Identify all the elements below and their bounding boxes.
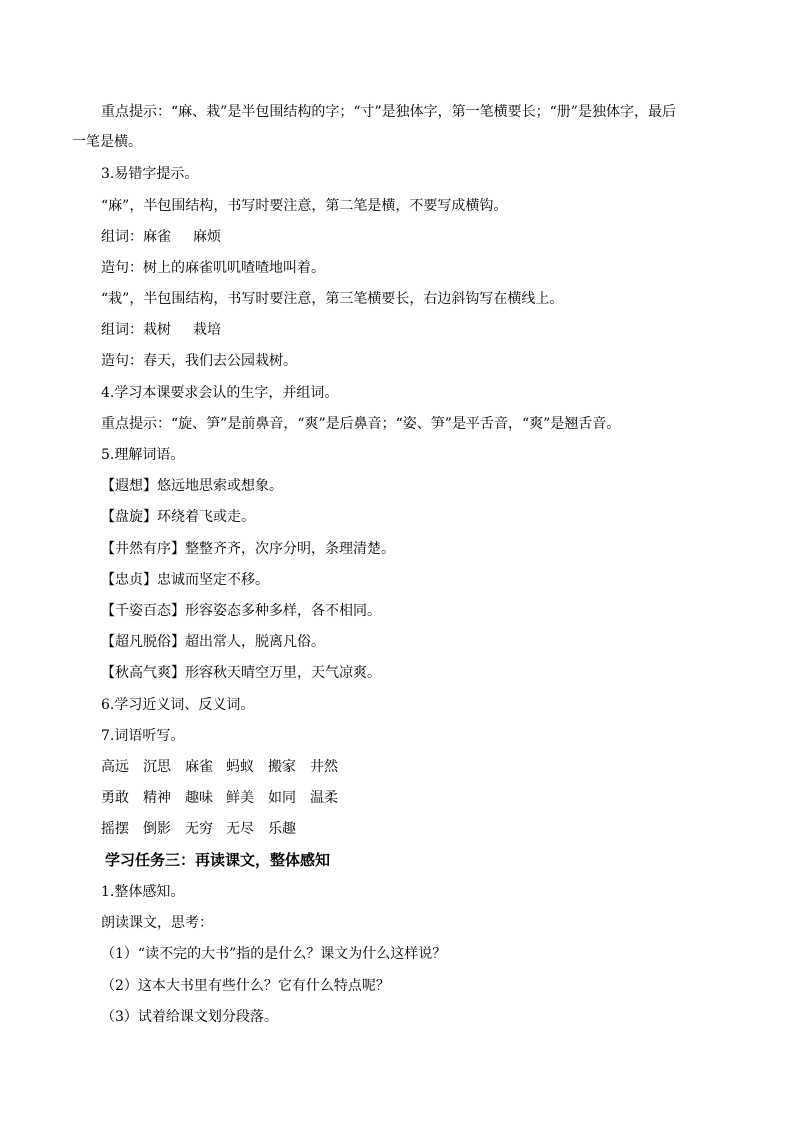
vocab-item [101, 540, 395, 558]
vocab-item [101, 602, 381, 620]
question-3: （3）试着给课文划分段落。 [101, 1009, 278, 1025]
hint-writing-line-2: 一笔是横。 [72, 134, 142, 150]
zai-sentence: 造句：春天，我们去公园栽树。 [101, 353, 297, 369]
vocab-term: 【千姿百态】 [101, 603, 185, 619]
section-3-heading: 3.易错字提示。 [101, 166, 199, 182]
question-1: （1）“读不完的大书”指的是什么？课文为什么这样说？ [101, 946, 447, 962]
dictation-word: 搬家 [268, 759, 296, 775]
section-7-heading: 7.词语听写。 [101, 728, 185, 744]
vocab-term: 【盘旋】 [101, 509, 157, 525]
dictation-row [101, 820, 401, 838]
vocab-definition: 环绕着飞或走。 [157, 509, 255, 525]
task-3-heading: 学习任务三：再读课文，整体感知 [105, 851, 331, 869]
vocab-term: 【井然有序】 [101, 541, 185, 557]
vocab-item [101, 633, 325, 651]
dictation-word: 蚂蚁 [226, 759, 254, 775]
hint-pronunciation: 重点提示：“旋、笋”是前鼻音，“爽”是后鼻音；“姿、笋”是平舌音，“爽”是翘舌音。 [101, 416, 621, 432]
vocab-item [101, 508, 255, 526]
dictation-word: 倒影 [143, 821, 171, 837]
dictation-word: 无尽 [226, 821, 254, 837]
ma-word-1: 麻雀 [143, 229, 171, 245]
dictation-word: 趣味 [185, 790, 213, 806]
zai-word-1: 栽树 [143, 322, 171, 338]
vocab-definition: 超出常人，脱离凡俗。 [185, 634, 325, 650]
vocab-definition: 整整齐齐，次序分明，条理清楚。 [185, 541, 395, 557]
zai-description: “栽”，半包围结构，书写时要注意，第三笔横要长，右边斜钩写在横线上。 [101, 291, 564, 307]
vocab-item [101, 571, 269, 589]
dictation-word: 温柔 [310, 790, 338, 806]
dictation-word: 井然 [310, 759, 338, 775]
vocab-term: 【忠贞】 [101, 572, 157, 588]
vocab-term: 【超凡脱俗】 [101, 634, 185, 650]
section-4-heading: 4.学习本课要求会认的生字，并组词。 [101, 385, 339, 401]
section-6-heading: 6.学习近义词、反义词。 [101, 697, 255, 713]
zai-words-row [101, 321, 401, 339]
vocab-term: 【秋高气爽】 [101, 665, 185, 681]
read-instruction: 朗读课文，思考： [101, 915, 213, 931]
dictation-row [101, 758, 401, 776]
dictation-word: 精神 [143, 790, 171, 806]
dictation-word: 无穷 [185, 821, 213, 837]
dictation-word: 高远 [101, 759, 129, 775]
vocab-term: 【遐想】 [101, 478, 157, 494]
vocab-definition: 悠远地思索或想象。 [157, 478, 283, 494]
dictation-word: 乐趣 [268, 821, 296, 837]
dictation-word: 麻雀 [185, 759, 213, 775]
vocab-item [101, 664, 381, 682]
ma-word-2: 麻烦 [193, 229, 221, 245]
task-item-1: 1.整体感知。 [101, 884, 185, 900]
vocab-definition: 形容秋天晴空万里，天气凉爽。 [185, 665, 381, 681]
vocab-item [101, 477, 283, 495]
dictation-word: 沉思 [143, 759, 171, 775]
ma-words-row [101, 228, 401, 246]
dictation-word: 如同 [268, 790, 296, 806]
ma-words-label: 组词： [101, 229, 143, 245]
vocab-definition: 忠诚而坚定不移。 [157, 572, 269, 588]
dictation-row [101, 789, 401, 807]
zai-words-label: 组词： [101, 322, 143, 338]
hint-writing-line-1: 重点提示：“麻、栽”是半包围结构的字；“寸”是独体字，第一笔横要长；“册”是独体字，最后 [101, 104, 676, 120]
zai-word-2: 栽培 [193, 322, 221, 338]
vocab-definition: 形容姿态多种多样，各不相同。 [185, 603, 381, 619]
dictation-word: 鲜美 [226, 790, 254, 806]
ma-description: “麻”，半包围结构，书写时要注意，第二笔是横，不要写成横钩。 [101, 198, 508, 214]
dictation-word: 勇敢 [101, 790, 129, 806]
ma-sentence: 造句：树上的麻雀叽叽喳喳地叫着。 [101, 260, 325, 276]
question-2: （2）这本大书里有些什么？它有什么特点呢？ [101, 978, 390, 994]
dictation-word: 摇摆 [101, 821, 129, 837]
section-5-heading: 5.理解词语。 [101, 447, 185, 463]
